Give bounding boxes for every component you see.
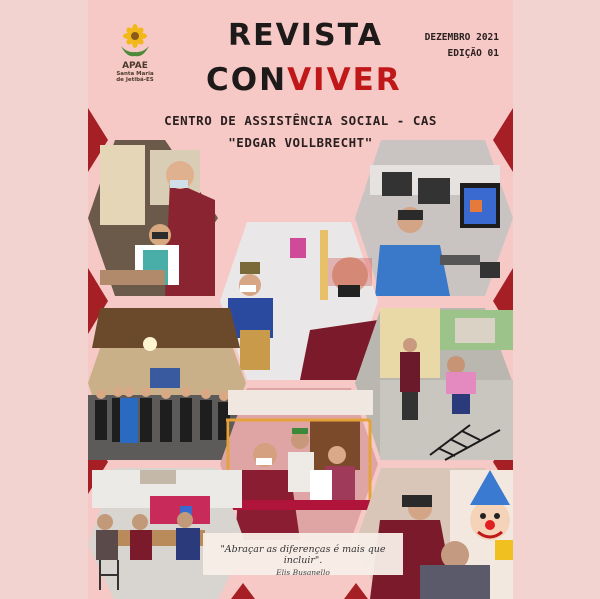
group-in-hall-photo bbox=[88, 308, 246, 460]
institution-name: CENTRO DE ASSISTÊNCIA SOCIAL - CAS bbox=[164, 113, 437, 128]
logo-name: APAE bbox=[122, 61, 148, 71]
student-with-teacher-photo bbox=[88, 140, 218, 296]
edition-number: EDIÇÃO 01 bbox=[447, 48, 499, 59]
red-triangle bbox=[493, 108, 513, 172]
christmas-group-photo bbox=[233, 160, 365, 218]
edition-date: DEZEMBRO 2021 bbox=[424, 32, 499, 43]
xylophone-music-photo bbox=[220, 222, 378, 380]
institution-honoree: "EDGAR VOLLBRECHT" bbox=[228, 135, 373, 150]
title-con: CON bbox=[206, 62, 288, 98]
quote-box bbox=[203, 533, 403, 575]
computer-class-photo bbox=[355, 140, 513, 296]
logo-subtitle-2: de Jetibá-ES bbox=[116, 77, 154, 83]
quote-author: Elis Busanello bbox=[276, 568, 330, 577]
quote-text: "Abraçar as diferenças é mais que incluir". bbox=[220, 544, 386, 566]
red-triangle bbox=[231, 583, 255, 599]
red-triangle bbox=[344, 583, 368, 599]
logo-subtitle-1: Santa Maria bbox=[116, 71, 154, 77]
staff-with-caregiver-photo bbox=[220, 388, 378, 540]
outdoor-ladder-exercise-photo bbox=[355, 308, 513, 460]
title-line-1: REVISTA bbox=[228, 18, 383, 53]
title-viver: VIVER bbox=[287, 62, 402, 98]
